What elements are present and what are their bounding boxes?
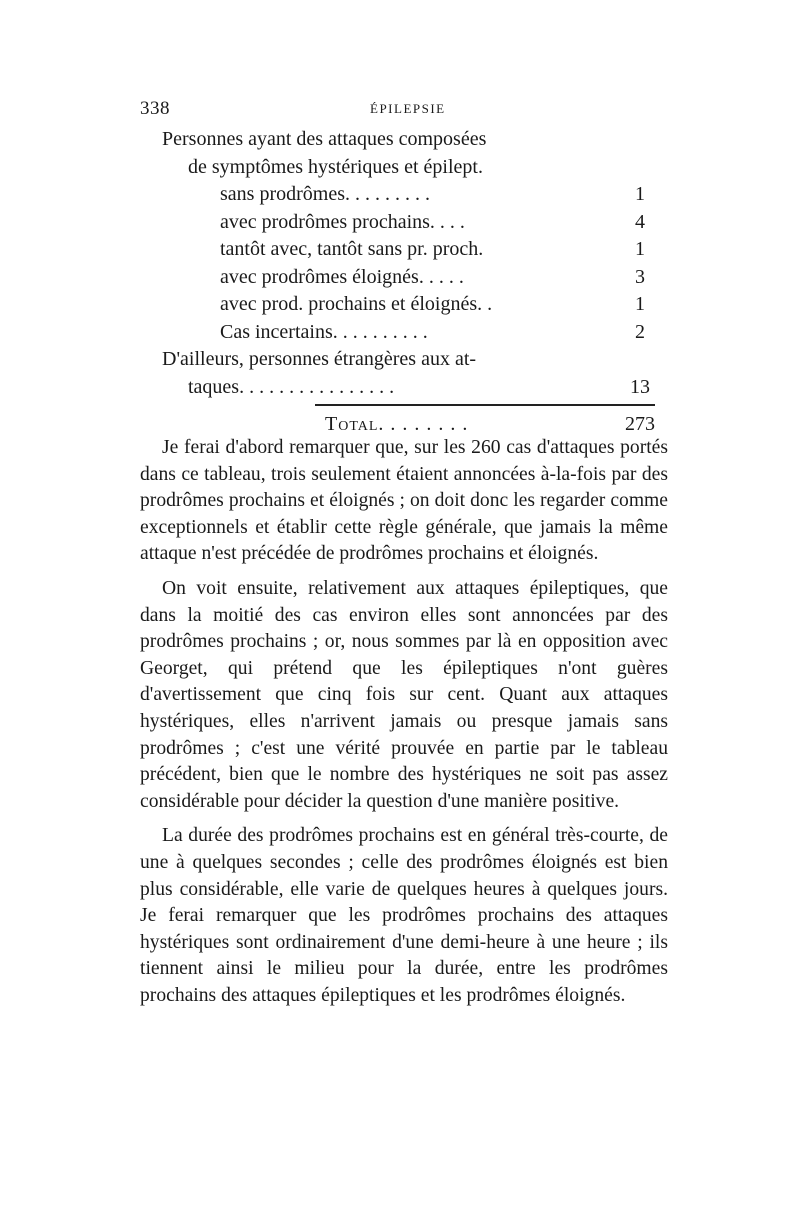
running-head	[140, 98, 660, 122]
row-label: sans prodrômes. . . . . . . . .	[220, 183, 430, 205]
row-label: D'ailleurs, personnes étrangères aux at-	[162, 348, 477, 370]
table-row	[140, 264, 660, 292]
body-text	[140, 435, 668, 1017]
paragraph: Je ferai d'abord remarquer que, sur les 260 cas d'attaques portés dans ce tableau, trois seulement étaient annoncées à-la-fois par des prodrômes prochains et éloignés ; on doit donc les regarder comme exceptionnels et établir cette règle générale, que jamais la même attaque n'est précédée de prodrômes prochains et éloignés.	[140, 437, 668, 565]
row-label: de symptômes hystériques et épilept.	[188, 155, 483, 178]
row-label: Personnes ayant des attaques composées	[162, 128, 487, 150]
row-value: 4	[635, 210, 645, 233]
table-row	[140, 319, 660, 347]
table-row	[140, 374, 660, 402]
table-row	[140, 346, 660, 374]
row-value: 1	[635, 238, 645, 260]
table-row	[140, 236, 660, 264]
row-value: 3	[635, 265, 645, 288]
total-label: Total. . . . . . . .	[325, 413, 469, 435]
row-label: avec prodrômes prochains. . . .	[220, 210, 465, 233]
page-number: 338	[140, 98, 170, 119]
table-row	[140, 181, 660, 209]
row-label: tantôt avec, tantôt sans pr. proch.	[220, 238, 484, 260]
total-value: 273	[625, 413, 655, 435]
row-value: 13	[630, 375, 650, 398]
table-row	[140, 209, 660, 237]
row-label: taques. . . . . . . . . . . . . . . .	[188, 375, 395, 398]
row-value: 1	[635, 183, 645, 205]
table-row	[140, 154, 660, 182]
table-row	[140, 291, 660, 319]
paragraph: On voit ensuite, relativement aux attaques épileptiques, que dans la moitié des cas environ elles sont annoncées par des prodrômes prochains ; or, nous sommes par là en opposition avec Georget, qui prétend que les épileptiques n'ont guères d'avertissement que cinq fois sur cent. Quant aux attaques hystériques, elles n'arrivent jamais ou presque jamais sans prodrômes ; c'est une vérité prouvée en partie par le tableau précédent, bien que le nombre des hystériques ne soit pas assez considérable pour décider la question d'une manière positive.	[140, 577, 668, 812]
row-value: 2	[635, 320, 645, 343]
running-title: ÉPILEPSIE	[370, 101, 446, 116]
paragraph: La durée des prodrômes prochains est en général très-courte, de une à quelques secondes ; celle des prodrômes éloignés est bien plus considérable, elle varie de quelques heures à quelques jours. Je ferai remarquer que les prodrômes prochains des attaques hystériques sont ordinairement d'une demi-heure à une heure ; ils tiennent ainsi le milieu pour la durée, entre les prodrômes prochains des attaques épileptiques et les prodrômes éloignés.	[140, 825, 668, 1006]
total-row	[140, 410, 660, 438]
row-label: Cas incertains. . . . . . . . . .	[220, 320, 428, 343]
statistics-table	[140, 126, 660, 435]
row-label: avec prodrômes éloignés. . . . .	[220, 265, 464, 288]
total-divider	[315, 404, 655, 406]
table-row	[140, 126, 660, 154]
row-label: avec prod. prochains et éloignés. .	[220, 293, 493, 315]
row-value: 1	[635, 293, 645, 315]
